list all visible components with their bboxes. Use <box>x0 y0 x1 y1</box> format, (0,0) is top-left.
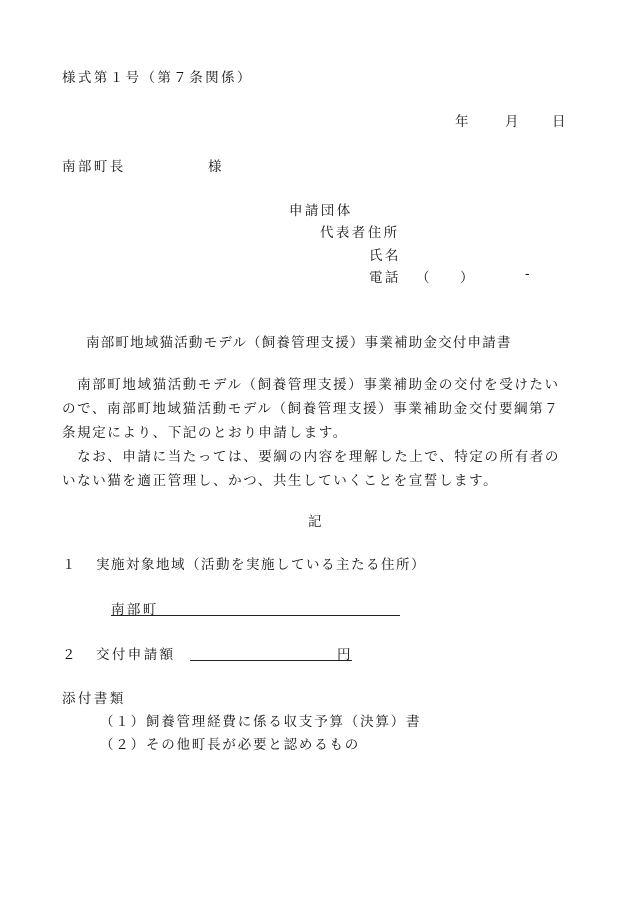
phone-dash: - <box>525 266 532 282</box>
applicant-name-label: 氏名 <box>369 248 401 264</box>
phone-paren-close: ） <box>460 270 476 286</box>
addressee-honorific: 様 <box>208 159 224 175</box>
phone-paren-open: （ <box>416 270 432 286</box>
applicant-address-label: 代表者住所 <box>320 225 400 241</box>
applicant-org-label: 申請団体 <box>289 203 353 219</box>
form-number: 様式第１号（第７条関係） <box>62 70 253 86</box>
item1-number: １ <box>62 557 78 573</box>
item2-unit: 円 <box>337 647 351 663</box>
item2-underline <box>190 660 352 661</box>
item1-value: 南部町 <box>111 602 159 618</box>
attachment-item-2: （２）その他町長が必要と認めるもの <box>100 737 361 753</box>
date-year-label: 年 <box>455 114 471 130</box>
item1-label: 実施対象地域（活動を実施している主たる住所） <box>96 557 426 573</box>
body-paragraph-2: なお、申請に当たっては、要綱の内容を理解した上で、特定の所有者のいない猫を適正管理し、かつ、共生していくことを宣誓します。 <box>62 449 561 489</box>
attachment-item-1: （１）飼養管理経費に係る収支予算（決算）書 <box>100 714 422 730</box>
date-month-label: 月 <box>505 114 521 130</box>
item2-label: 交付申請額 <box>96 647 176 663</box>
date-day-label: 日 <box>552 114 568 130</box>
addressee-name: 南部町長 <box>62 159 126 175</box>
attachments-heading: 添付書類 <box>62 691 126 707</box>
item2-number: ２ <box>62 647 78 663</box>
body-paragraph-1: 南部町地域猫活動モデル（飼養管理支援）事業補助金の交付を受けたいので、南部町地域猫活動モデル（飼養管理支援）事業補助金交付要綱第７条規定により、下記のとおり申請します。 <box>62 377 560 441</box>
item1-underline <box>111 615 400 616</box>
document-title: 南部町地域猫活動モデル（飼養管理支援）事業補助金交付申請書 <box>86 335 512 351</box>
applicant-phone-label: 電話 <box>369 270 401 286</box>
ki-heading: 記 <box>308 514 324 530</box>
